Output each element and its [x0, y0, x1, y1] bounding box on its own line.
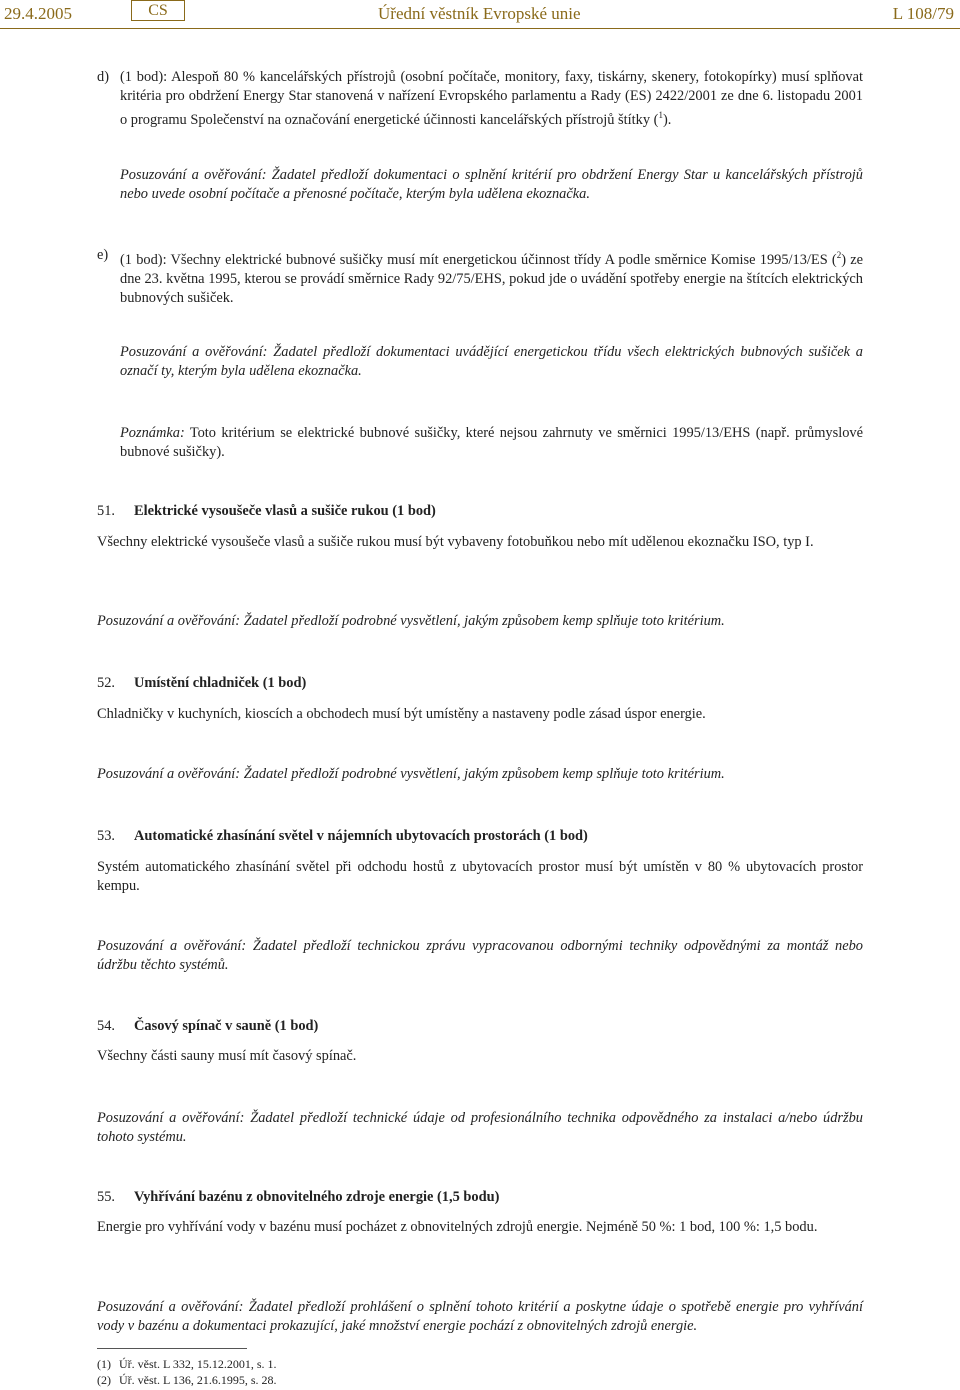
section-53-body: Systém automatického zhasínání světel při odchodu hostů z ubytovacích prostor musí být umístěn v 80 % ubytovacích prostor kempu.: [97, 859, 863, 894]
assessment-text: Žadatel předloží podrobné vysvětlení, jakým způsobem kemp splňuje toto kritérium.: [243, 766, 725, 782]
page-number: L 108/79: [892, 4, 954, 23]
section-54-assessment: [97, 1109, 863, 1147]
section-51-body: Všechny elektrické vysoušeče vlasů a sušiče rukou musí být vybaveny fotobuňkou nebo mít udělenou ekoznačku ISO, typ I.: [97, 534, 814, 550]
note-label: Poznámka:: [120, 425, 185, 441]
section-title: Umístění chladniček (1 bod): [134, 675, 307, 691]
section-title: Časový spínač v sauně (1 bod): [134, 1018, 319, 1034]
section-number: 51.: [97, 503, 115, 519]
assessment-text: Žadatel předloží technickou zprávu vypracovanou odbornými techniky odpovědnými za montáž nebo údržbu těchto systémů.: [97, 938, 863, 973]
assessment-label: Posuzování a ověřování:: [97, 613, 241, 629]
page-header: [0, 0, 960, 36]
section-52-heading: [97, 674, 306, 693]
footnote-text: Úř. věst. L 136, 21.6.1995, s. 28.: [119, 1373, 277, 1387]
assessment-text: Žadatel předloží dokumentaci uvádějící energetickou třídu všech elektrických bubnových sušiček a označí ty, kterým byla udělena ekoznačka.: [120, 344, 864, 379]
assessment-text: Žadatel předloží prohlášení o splnění tohoto kritérií a poskytne údaje o spotřebě energie pro vyhřívání vody v bazénu a dokumentaci prokazující, jaké množství energie pochází z obnovitelných zdrojů energie.: [97, 1299, 864, 1334]
assessment-label: Posuzování a ověřování:: [97, 938, 247, 954]
section-number: 52.: [97, 675, 115, 691]
footnote-1: [97, 1357, 277, 1372]
item-e-note: [120, 424, 863, 462]
item-e-text: (1 bod): Všechny elektrické bubnové sušičky musí mít energetickou účinnost třídy A podle směrnice Komise 1995/13/ES ($^2$) ze dne 23. května 1995, kterou se provádí směrnice Rady 92/75/EHS, pokud jde o uvádění spotřeby energie na štítcích elektrických bubnových sušiček.: [120, 250, 863, 306]
section-53-heading: [97, 827, 588, 846]
section-51-assessment: [97, 612, 863, 631]
footnote-2: [97, 1373, 277, 1388]
section-number: 55.: [97, 1189, 115, 1205]
section-52-assessment: [97, 765, 863, 784]
section-number: 53.: [97, 828, 115, 844]
item-e-letter: e): [97, 247, 109, 263]
assessment-label: Posuzování a ověřování:: [97, 1299, 244, 1315]
assessment-label: Posuzování a ověřování:: [120, 167, 267, 183]
footnote-ref-1[interactable]: 1: [658, 110, 663, 120]
header-rule: [0, 28, 960, 29]
section-title: Vyhřívání bazénu z obnovitelného zdroje energie (1,5 bodu): [134, 1189, 500, 1205]
section-51-heading: [97, 502, 436, 521]
footnote-rule: [97, 1348, 247, 1349]
journal-title: Úřední věstník Evropské unie: [378, 4, 581, 23]
footnote-ref-2[interactable]: 2: [836, 250, 842, 260]
section-number: 54.: [97, 1018, 115, 1034]
section-53-assessment: [97, 937, 863, 975]
assessment-label: Posuzování a ověřování:: [97, 1110, 245, 1126]
footnote-text: Úř. věst. L 332, 15.12.2001, s. 1.: [119, 1357, 277, 1371]
assessment-label: Posuzování a ověřování:: [97, 766, 241, 782]
section-54-heading: [97, 1017, 318, 1036]
section-55-assessment: [97, 1298, 863, 1336]
section-55-heading: [97, 1188, 499, 1207]
footnote-mark: (2): [97, 1373, 111, 1387]
section-55-body: Energie pro vyhřívání vody v bazénu musí pocházet z obnovitelných zdrojů energie. Nejméně 50 %: 1 bod, 100 %: 1,5 bodu.: [97, 1219, 818, 1235]
header-date: 29.4.2005: [4, 4, 72, 23]
item-d-letter: d): [97, 69, 109, 85]
item-e-assessment: [120, 343, 863, 381]
language-badge: CS: [131, 0, 185, 21]
section-title: Automatické zhasínání světel v nájemních ubytovacích prostorách (1 bod): [134, 828, 588, 844]
assessment-text: Žadatel předloží dokumentaci o splnění kritérií pro obdržení Energy Star u kancelářských přístrojů nebo uvede osobní počítače a přenosné počítače, kterým byla udělena ekoznačka.: [120, 167, 863, 202]
item-d-text: (1 bod): Alespoň 80 % kancelářských přístrojů (osobní počítače, monitory, faxy, tiskárny, skenery, fotokopírky) musí splňovat kritéria pro obdržení Energy Star stanovená v nařízení Evropského parlamentu a Rady (ES) 2422/2001 ze dne 6. listopadu 2001 o programu Společenství na označování energetické účinnosti kancelářských přístrojů štítky ($^1$).: [120, 69, 863, 128]
item-d-assessment: [120, 166, 863, 204]
assessment-text: Žadatel předloží technické údaje od profesionálního technika odpovědného za instalaci a/nebo údržbu tohoto systému.: [97, 1110, 863, 1145]
assessment-text: Žadatel předloží podrobné vysvětlení, jakým způsobem kemp splňuje toto kritérium.: [243, 613, 725, 629]
note-text: Toto kritérium se elektrické bubnové sušičky, které nejsou zahrnuty ve směrnici 1995/13/EHS (např. průmyslové bubnové sušičky).: [120, 425, 863, 460]
section-title: Elektrické vysoušeče vlasů a sušiče rukou (1 bod): [134, 503, 436, 519]
section-52-body: Chladničky v kuchyních, kioscích a obchodech musí být umístěny a nastaveny podle zásad úspor energie.: [97, 706, 706, 722]
footnote-mark: (1): [97, 1357, 111, 1371]
section-54-body: Všechny části sauny musí mít časový spínač.: [97, 1048, 357, 1064]
assessment-label: Posuzování a ověřování:: [120, 344, 268, 360]
